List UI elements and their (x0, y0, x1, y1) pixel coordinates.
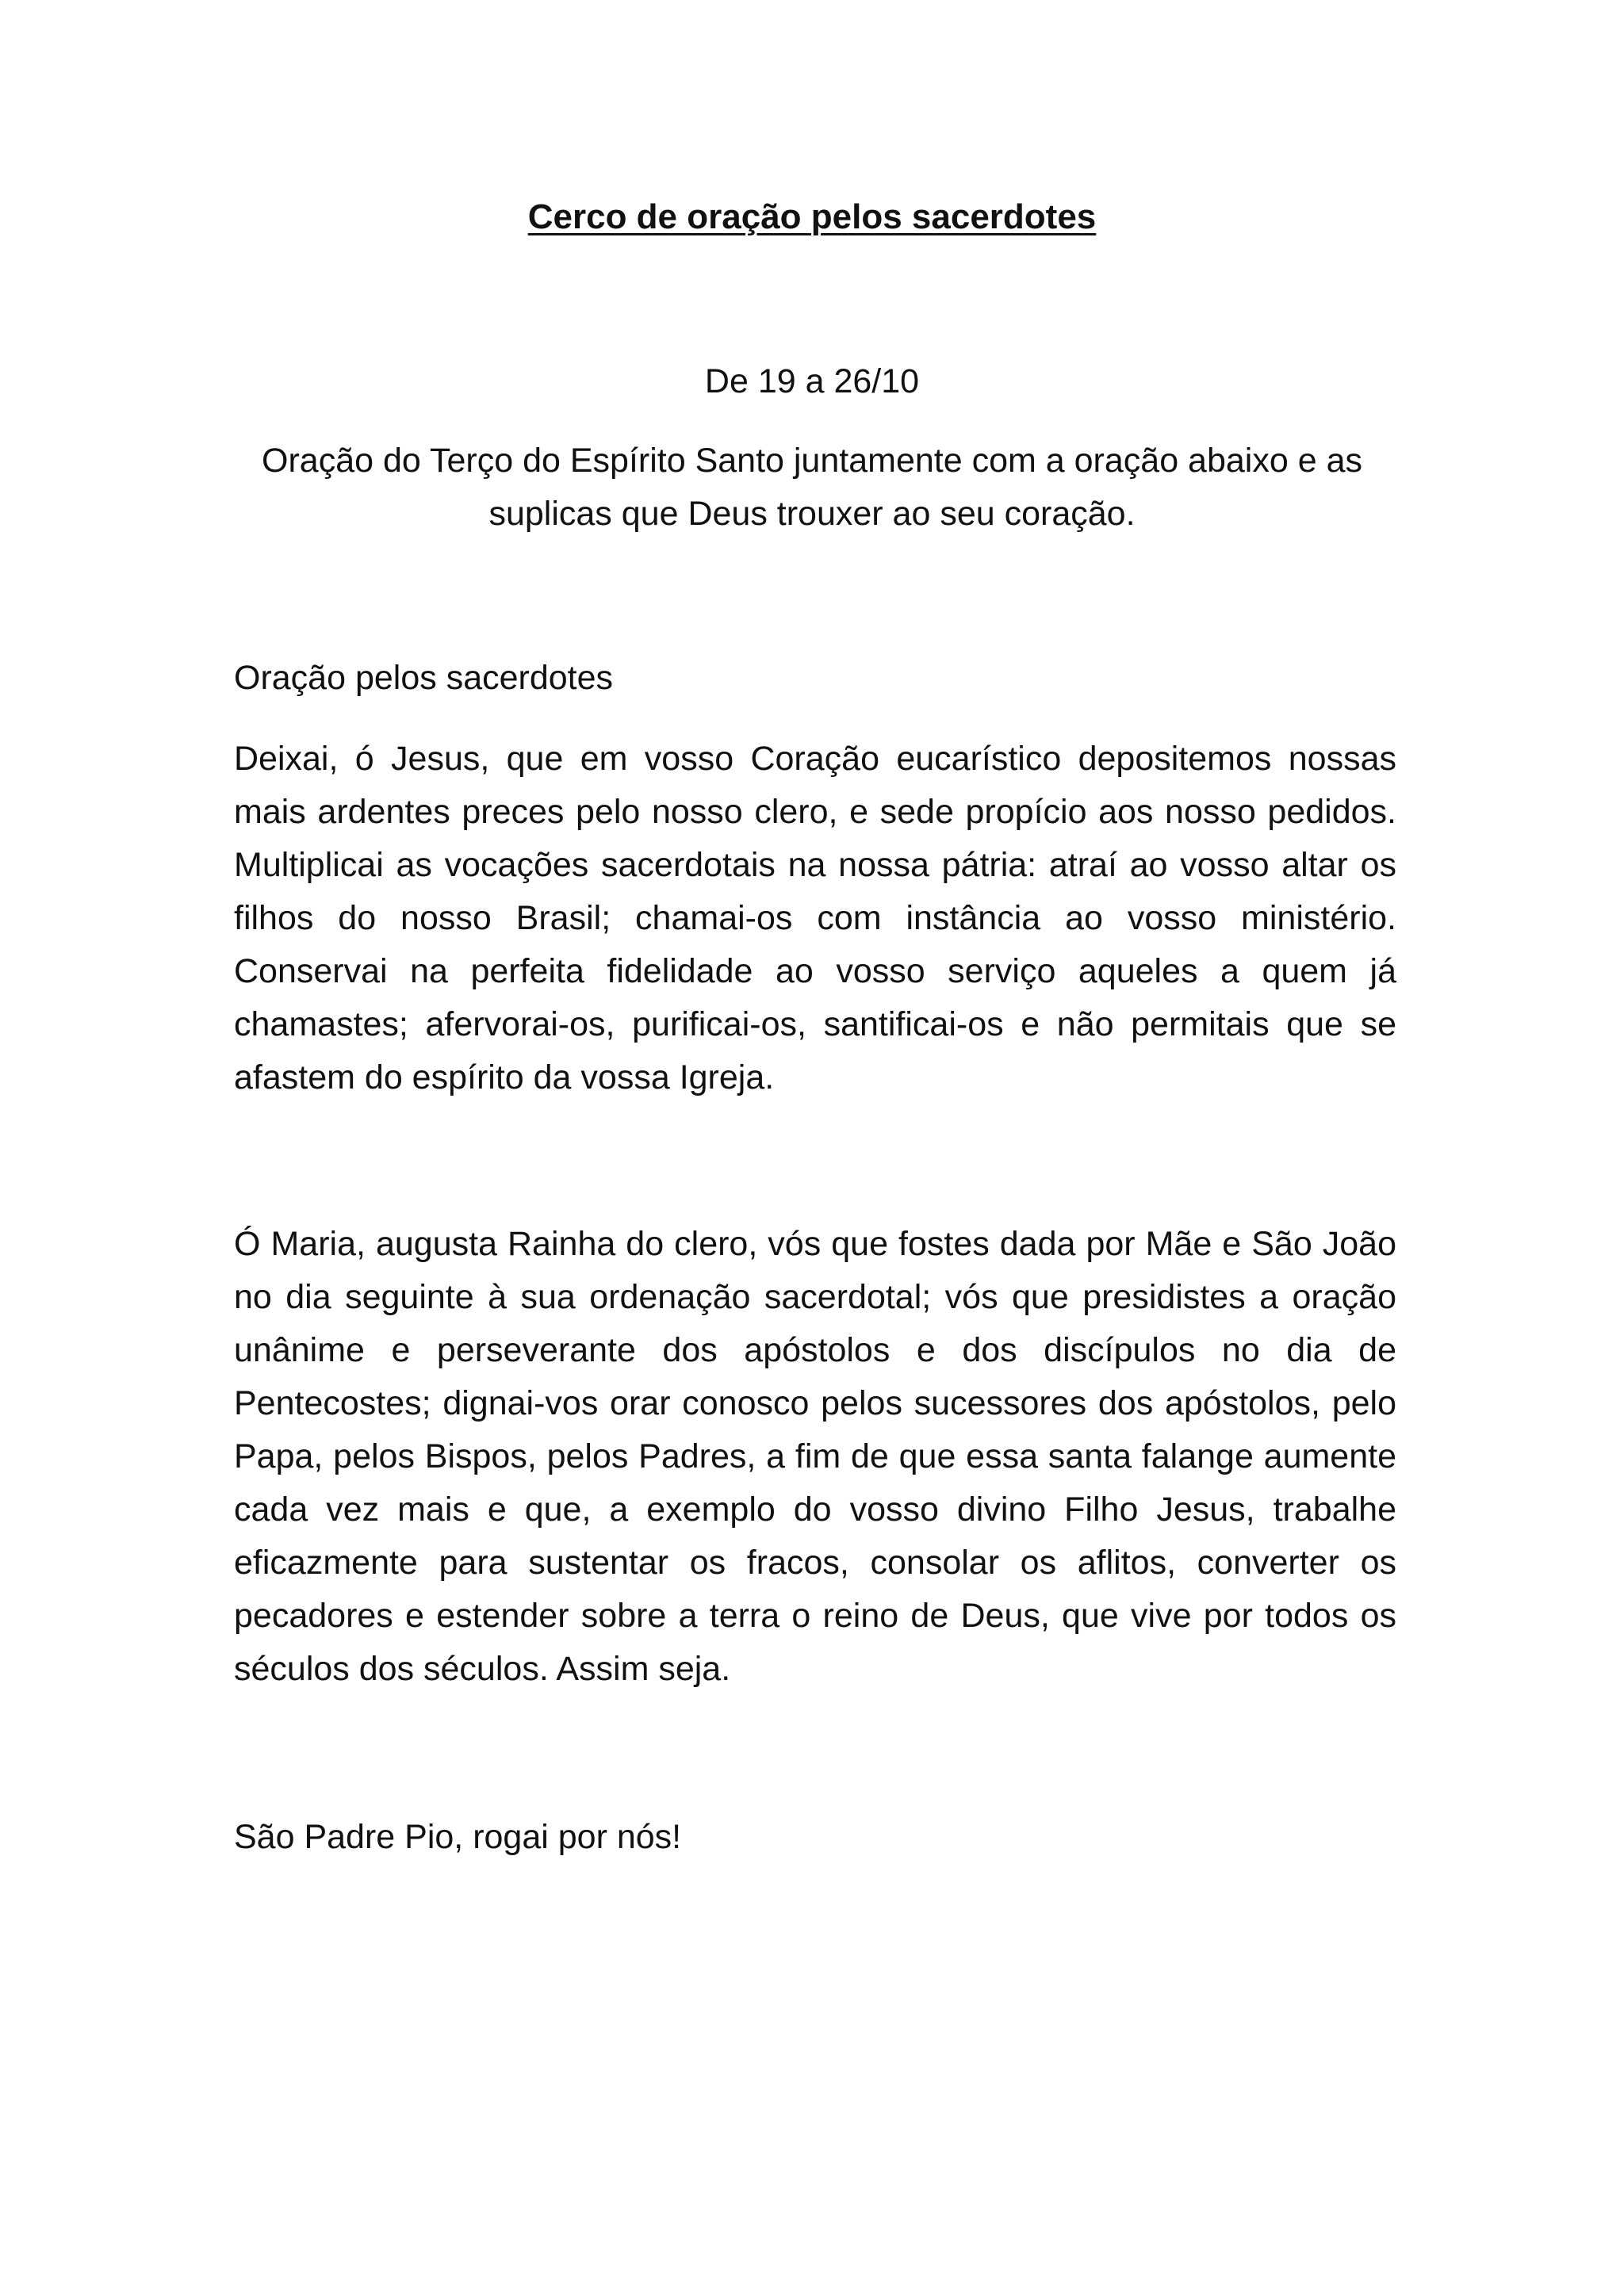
page-title: Cerco de oração pelos sacerdotes (527, 197, 1097, 236)
intro-text: Oração do Terço do Espírito Santo juntamente com a oração abaixo e as suplicas que Deus trouxer ao seu coração. (262, 442, 1362, 533)
closing-invocation: São Padre Pio, rogai por nós! (234, 1818, 682, 1856)
prayer-paragraph-1: Deixai, ó Jesus, que em vosso Coração eucarístico depositemos nossas mais ardentes preces pelo nosso clero, e sede propício aos nosso pedidos. Multiplicai as vocações sacerdotais na nossa pátria: atraí ao vosso altar os filhos do nosso Brasil; chamai-os com instância ao vosso ministério. Conservai na perfeita fidelidade ao vosso serviço aqueles a quem já chamastes; afervorai-os, purificai-os, santificai-os e não permitais que se afastem do espírito da vossa Igreja. (234, 740, 1396, 1096)
prayer-paragraph-2: Ó Maria, augusta Rainha do clero, vós que fostes dada por Mãe e São João no dia seguinte à sua ordenação sacerdotal; vós que presidistes a oração unânime e perseverante dos apóstolos e dos discípulos no dia de Pentecostes; dignai-vos orar conosco pelos sucessores dos apóstolos, pelo Papa, pelos Bispos, pelos Padres, a fim de que essa santa falange aumente cada vez mais e que, a exemplo do vosso divino Filho Jesus, trabalhe eficazmente para sustentar os fracos, consolar os aflitos, converter os pecadores e estender sobre a terra o reino de Deus, que vive por todos os séculos dos séculos. Assim seja. (234, 1225, 1396, 1688)
prayer-heading: Oração pelos sacerdotes (234, 659, 614, 697)
date-range: De 19 a 26/10 (704, 362, 920, 400)
